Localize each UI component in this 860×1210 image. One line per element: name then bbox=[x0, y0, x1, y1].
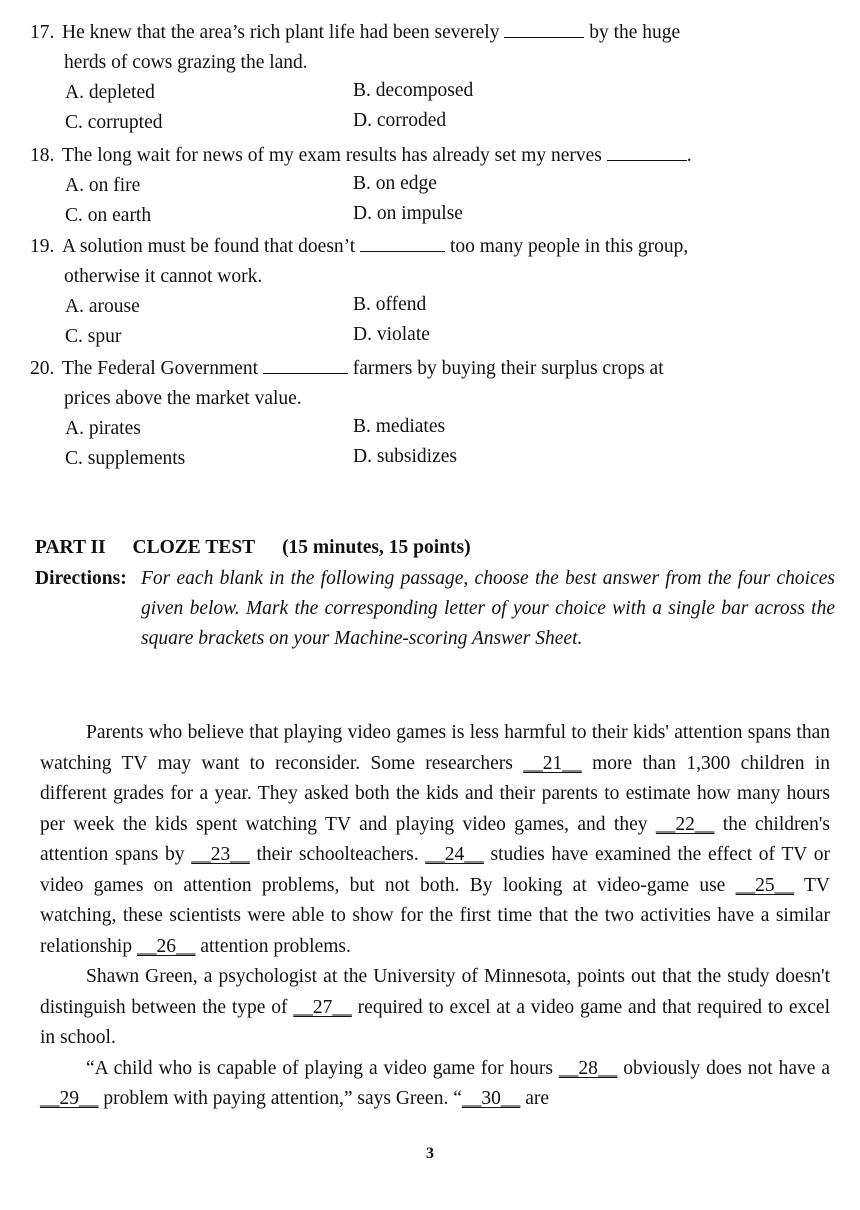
question-19 bbox=[30, 232, 830, 352]
question-20 bbox=[30, 354, 830, 474]
option-a: A. on fire bbox=[65, 175, 141, 196]
passage-text: Shawn Green, a psychologist at the University of Minnesota, points out that the study doesn't distinguish between the type of bbox=[40, 966, 830, 1018]
part-label: PART II bbox=[35, 537, 106, 558]
option-d: D. corroded bbox=[353, 110, 447, 131]
passage-text: Parents who believe that playing video games is less harmful to their kids' attention spans than watching TV may want to reconsider. Some researchers bbox=[40, 722, 830, 774]
stem-text-before: A solution must be found that doesn’t bbox=[62, 236, 356, 257]
answer-blank bbox=[263, 355, 348, 374]
passage-text: obviously does not have a bbox=[617, 1057, 830, 1079]
option-c: C. spur bbox=[65, 326, 122, 347]
stem-text-before: He knew that the area’s rich plant life had been severely bbox=[62, 22, 500, 43]
options bbox=[30, 292, 830, 352]
cloze-blank-27: __27__ bbox=[293, 996, 352, 1018]
stem-text-after: too many people in this group, bbox=[449, 236, 689, 257]
directions bbox=[35, 564, 835, 654]
passage-text: TV watching, these scientists were able to show for the first time that the two activities have a similar relationship bbox=[40, 874, 830, 957]
passage-paragraph-1 bbox=[40, 718, 830, 962]
question-number: 18. bbox=[30, 145, 55, 166]
cloze-blank-21: __21__ bbox=[523, 752, 582, 774]
passage-text: the children's attention spans by bbox=[40, 813, 830, 865]
cloze-blank-23: __23__ bbox=[191, 844, 250, 865]
cloze-blank-30: __30__ bbox=[461, 1088, 521, 1109]
directions-text: For each blank in the following passage, choose the best answer from the four choices given below. Mark the corresponding letter of your choice with a single bar across the square brackets on your Machine-scoring Answer Sheet. bbox=[141, 568, 835, 649]
section-heading bbox=[35, 537, 493, 559]
passage-text: attention problems. bbox=[195, 935, 351, 957]
option-d: D. violate bbox=[353, 324, 430, 345]
question-number: 20. bbox=[30, 358, 55, 379]
options bbox=[30, 78, 830, 138]
question-stem bbox=[30, 232, 830, 262]
question-stem bbox=[30, 18, 830, 48]
cloze-blank-24: __24__ bbox=[425, 844, 484, 865]
answer-blank bbox=[504, 19, 584, 38]
options bbox=[30, 414, 830, 474]
option-a: A. pirates bbox=[65, 418, 141, 439]
answer-blank bbox=[360, 233, 445, 252]
page-number: 3 bbox=[426, 1145, 434, 1162]
option-d: D. subsidizes bbox=[353, 446, 457, 467]
stem-continuation: herds of cows grazing the land. bbox=[64, 52, 308, 73]
passage-text: studies have examined the effect of TV or video games on attention problems, but not both. By looking at video-game use bbox=[40, 844, 830, 896]
cloze-passage bbox=[40, 718, 830, 1115]
question-number: 17. bbox=[30, 22, 55, 43]
passage-text: “A child who is capable of playing a video game for hours bbox=[86, 1057, 559, 1079]
stem-text-after: by the huge bbox=[589, 22, 681, 43]
options bbox=[30, 171, 830, 231]
option-b: B. decomposed bbox=[353, 80, 474, 101]
passage-text: are bbox=[520, 1088, 550, 1109]
passage-paragraph-3 bbox=[40, 1054, 830, 1115]
option-a: A. arouse bbox=[65, 296, 140, 317]
question-18 bbox=[30, 141, 830, 231]
stem-text-after: farmers by buying their surplus crops at bbox=[352, 358, 664, 379]
stem-continuation: prices above the market value. bbox=[64, 388, 302, 409]
stem-text-before: The Federal Government bbox=[62, 358, 259, 379]
section-meta: (15 minutes, 15 points) bbox=[282, 537, 471, 558]
passage-text: their schoolteachers. bbox=[249, 844, 426, 865]
option-c: C. on earth bbox=[65, 205, 152, 226]
cloze-blank-26: __26__ bbox=[136, 935, 196, 957]
option-c: C. corrupted bbox=[65, 112, 163, 133]
passage-text: more than 1,300 children in different grades for a year. They asked both the kids and their parents to estimate how many hours per week the kids spent watching TV and playing video games, and they bbox=[40, 752, 830, 835]
cloze-blank-29: __29__ bbox=[40, 1088, 99, 1109]
question-stem bbox=[30, 141, 830, 171]
stem-text-before: The long wait for news of my exam results has already set my nerves bbox=[62, 145, 602, 166]
passage-paragraph-2 bbox=[40, 962, 830, 1054]
option-c: C. supplements bbox=[65, 448, 186, 469]
option-d: D. on impulse bbox=[353, 203, 463, 224]
question-17 bbox=[30, 18, 830, 138]
directions-label: Directions: bbox=[35, 568, 127, 589]
passage-text: problem with paying attention,” says Green. “ bbox=[98, 1088, 462, 1109]
stem-text-after: . bbox=[686, 145, 692, 166]
option-b: B. offend bbox=[353, 294, 427, 315]
cloze-blank-28: __28__ bbox=[558, 1057, 618, 1079]
question-number: 19. bbox=[30, 236, 55, 257]
option-b: B. on edge bbox=[353, 173, 437, 194]
stem-continuation: otherwise it cannot work. bbox=[64, 266, 263, 287]
passage-text: required to excel at a video game and that required to excel in school. bbox=[40, 996, 830, 1048]
option-b: B. mediates bbox=[353, 416, 446, 437]
answer-blank bbox=[607, 142, 687, 161]
option-a: A. depleted bbox=[65, 82, 155, 103]
cloze-blank-25: __25__ bbox=[735, 874, 795, 896]
cloze-blank-22: __22__ bbox=[655, 813, 715, 835]
section-title: CLOZE TEST bbox=[132, 537, 256, 558]
question-stem bbox=[30, 354, 830, 384]
